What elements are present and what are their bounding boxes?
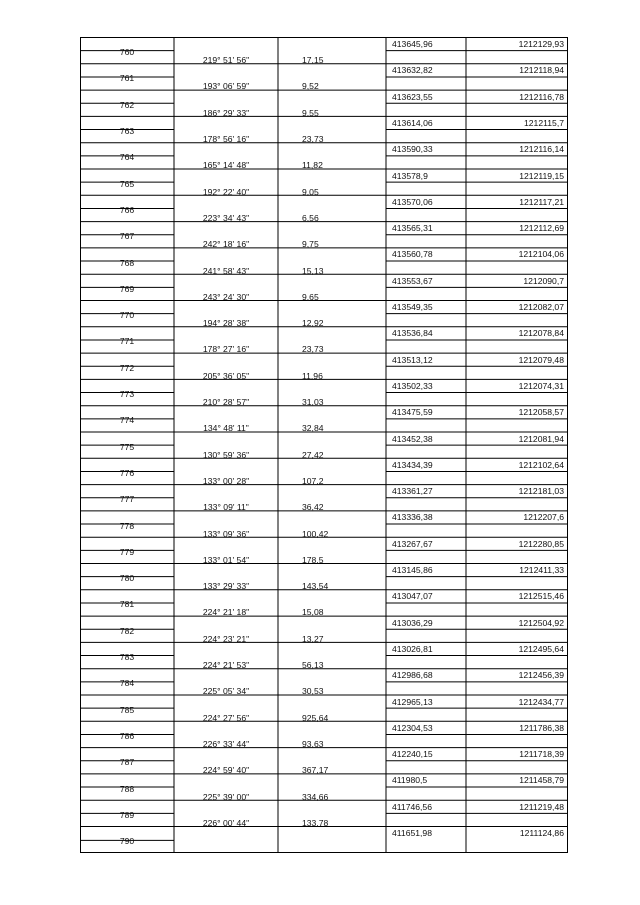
coordinate-y: 1212118,94	[519, 65, 564, 76]
coordinate-y: 1212434,77	[518, 696, 564, 707]
direction-angle: 224° 59' 40"	[202, 765, 250, 776]
coordinate-y: 1212112,69	[519, 223, 564, 234]
coordinate-y: 1212495,64	[518, 643, 564, 654]
coordinate-table	[80, 37, 568, 853]
segment-length: 32,84	[302, 423, 324, 434]
segment-length: 9,65	[302, 291, 319, 302]
point-number: 761	[119, 73, 135, 84]
point-number: 767	[119, 231, 135, 242]
direction-angle: 133° 09' 36"	[202, 528, 250, 539]
point-number: 774	[119, 415, 135, 426]
point-number: 785	[119, 704, 135, 715]
point-number: 770	[119, 310, 135, 321]
coordinate-y: 1212079,48	[518, 354, 564, 365]
coordinate-x: 413623,55	[392, 91, 433, 102]
segment-length: 93,63	[302, 738, 324, 749]
segment-length: 9,55	[302, 107, 319, 118]
coordinate-x: 412240,15	[392, 749, 433, 760]
coordinate-x: 413267,67	[392, 538, 433, 549]
point-number: 769	[119, 283, 135, 294]
coordinate-y: 1212104,06	[518, 249, 564, 260]
coordinate-x: 413565,31	[392, 223, 433, 234]
point-number: 768	[119, 257, 135, 268]
coordinate-y: 1212116,14	[519, 144, 564, 155]
direction-angle: 224° 27' 56"	[202, 712, 250, 723]
coordinate-x: 413549,35	[392, 302, 433, 312]
point-number: 773	[119, 389, 135, 400]
coordinate-x: 413536,84	[392, 328, 433, 339]
segment-length: 13,27	[302, 633, 324, 644]
segment-length: 9,52	[302, 81, 319, 92]
coordinate-y: 1211786,38	[519, 722, 564, 733]
point-number: 772	[119, 362, 135, 373]
coordinate-y: 1212081,94	[518, 433, 564, 444]
point-number: 762	[119, 99, 135, 110]
segment-length: 12,92	[302, 318, 324, 329]
point-number: 780	[119, 573, 135, 584]
point-number: 778	[119, 520, 135, 531]
segment-length: 27,42	[302, 449, 324, 460]
direction-angle: 225° 05' 34"	[202, 686, 250, 697]
coordinate-y: 1212116,78	[519, 91, 564, 102]
point-number: 789	[119, 809, 135, 820]
coordinate-y: 1212515,46	[518, 591, 564, 602]
segment-length: 334,66	[302, 791, 329, 802]
segment-length: 100,42	[302, 528, 329, 539]
direction-angle: 224° 21' 53"	[202, 660, 250, 671]
coordinate-x: 413578,9	[392, 170, 428, 181]
point-number: 764	[119, 152, 135, 163]
segment-length: 15,13	[302, 265, 324, 276]
direction-angle: 225° 39' 00"	[202, 791, 250, 802]
coordinate-y: 1212411,33	[519, 565, 564, 575]
segment-length: 6,56	[302, 212, 319, 223]
coordinate-y: 1212090,7	[523, 275, 564, 286]
segment-length: 56,13	[302, 660, 324, 671]
coordinate-x: 413632,82	[392, 65, 433, 76]
direction-angle: 130° 59' 36"	[202, 449, 250, 460]
segment-length: 15,08	[302, 607, 324, 618]
segment-length: 23,73	[302, 344, 324, 355]
point-number: 787	[119, 757, 135, 768]
coordinate-y: 1212504,92	[518, 617, 564, 628]
segment-length: 9,05	[302, 186, 319, 197]
coordinate-x: 413614,06	[392, 117, 433, 128]
coordinate-x: 411746,56	[392, 801, 432, 812]
direction-angle: 219° 51' 56"	[202, 55, 250, 66]
direction-angle: 178° 27' 16"	[202, 344, 250, 355]
coordinate-x: 413475,59	[392, 407, 433, 418]
direction-angle: 224° 21' 18"	[202, 607, 250, 618]
point-number: 766	[119, 204, 135, 215]
segment-length: 9,75	[302, 239, 319, 250]
point-number: 782	[119, 625, 135, 636]
direction-angle: 134° 48' 11"	[203, 423, 249, 434]
direction-angle: 133° 01' 54"	[202, 554, 250, 565]
coordinate-x: 413560,78	[392, 249, 433, 260]
segment-length: 11,82	[302, 160, 323, 171]
coordinate-x: 413336,38	[392, 512, 433, 523]
coordinate-x: 413502,33	[392, 380, 433, 391]
coordinate-y: 1212058,57	[518, 407, 564, 418]
segment-length: 367,17	[302, 765, 329, 776]
segment-length: 17,15	[302, 55, 324, 66]
coordinate-y: 1211458,79	[519, 775, 564, 786]
point-number: 777	[119, 494, 135, 505]
coordinate-y: 1212207,6	[523, 512, 564, 523]
coordinate-y: 1211219,48	[519, 801, 564, 812]
segment-length: 133,78	[302, 817, 329, 828]
direction-angle: 192° 22' 40"	[202, 186, 250, 197]
point-number: 775	[119, 441, 135, 452]
segment-length: 30,53	[302, 686, 324, 697]
point-number: 788	[119, 783, 135, 794]
coordinate-y: 1212078,84	[518, 328, 564, 339]
coordinate-x: 413570,06	[392, 196, 433, 207]
coordinate-x: 413036,29	[392, 617, 433, 628]
segment-length: 23,73	[302, 134, 324, 145]
coordinate-y: 1211718,39	[519, 749, 564, 760]
coordinate-x: 413590,33	[392, 144, 433, 155]
point-number: 765	[119, 178, 135, 189]
direction-angle: 242° 18' 16"	[202, 239, 250, 250]
direction-angle: 133° 09' 11"	[203, 502, 249, 513]
coordinate-x: 413026,81	[392, 643, 433, 654]
coordinate-x: 413452,38	[392, 433, 433, 444]
segment-length: 925,64	[302, 712, 329, 723]
coordinate-x: 412304,53	[392, 722, 433, 733]
direction-angle: 226° 33' 44"	[202, 738, 250, 749]
coordinate-x: 413145,86	[392, 565, 433, 575]
direction-angle: 241° 58' 43"	[202, 265, 250, 276]
direction-angle: 223° 34' 43"	[202, 212, 250, 223]
coordinate-x: 413553,67	[392, 275, 433, 286]
direction-angle: 133° 29' 33"	[202, 581, 250, 592]
direction-angle: 243° 24' 30"	[202, 291, 250, 302]
point-number: 781	[119, 599, 135, 610]
point-number: 763	[119, 126, 135, 137]
direction-angle: 226° 00' 44"	[202, 817, 250, 828]
point-number: 771	[119, 336, 135, 347]
segment-length: 107,2	[302, 475, 324, 486]
coordinate-y: 1212280,85	[518, 538, 564, 549]
coordinate-x: 413434,39	[392, 459, 433, 470]
segment-length: 31,03	[302, 397, 324, 408]
direction-angle: 194° 28' 38"	[202, 318, 250, 329]
direction-angle: 224° 23' 21"	[202, 633, 250, 644]
direction-angle: 210° 28' 57"	[202, 397, 250, 408]
coordinate-y: 1211124,86	[519, 828, 564, 838]
coordinate-y: 1212082,07	[518, 302, 564, 312]
direction-angle: 178° 56' 16"	[202, 134, 250, 145]
direction-angle: 193° 06' 59"	[202, 81, 250, 92]
segment-length: 36,42	[302, 502, 324, 513]
coordinate-y: 1212181,03	[518, 486, 564, 497]
coordinate-x: 411651,98	[392, 828, 432, 838]
coordinate-y: 1212456,39	[518, 670, 564, 681]
coordinate-y: 1212102,64	[518, 459, 564, 470]
coordinate-x: 413361,27	[392, 486, 433, 497]
coordinate-x: 412986,68	[392, 670, 433, 681]
segment-length: 143,54	[302, 581, 329, 592]
segment-length: 178,5	[302, 554, 324, 565]
direction-angle: 186° 29' 33"	[202, 107, 250, 118]
point-number: 784	[119, 678, 135, 689]
coordinate-x: 411980,5	[392, 775, 428, 786]
coordinate-y: 1212117,21	[519, 196, 564, 207]
coordinate-y: 1212115,7	[524, 117, 564, 128]
direction-angle: 165° 14' 48"	[202, 160, 250, 171]
coordinate-x: 412965,13	[392, 696, 433, 707]
point-number: 760	[119, 47, 135, 58]
coordinate-x: 413645,96	[392, 39, 433, 49]
point-number: 779	[119, 546, 135, 557]
point-number: 786	[119, 730, 135, 741]
segment-length: 11,96	[302, 370, 323, 381]
coordinate-y: 1212119,15	[519, 170, 564, 181]
point-number: 776	[119, 467, 135, 478]
coordinate-y: 1212074,31	[518, 380, 564, 391]
coordinate-y: 1212129,93	[518, 39, 564, 49]
direction-angle: 133° 00' 28"	[202, 475, 250, 486]
coordinate-x: 413513,12	[392, 354, 433, 365]
direction-angle: 205° 36' 05"	[202, 370, 250, 381]
point-number: 790	[119, 836, 135, 847]
point-number: 783	[119, 652, 135, 663]
coordinate-x: 413047,07	[392, 591, 433, 602]
